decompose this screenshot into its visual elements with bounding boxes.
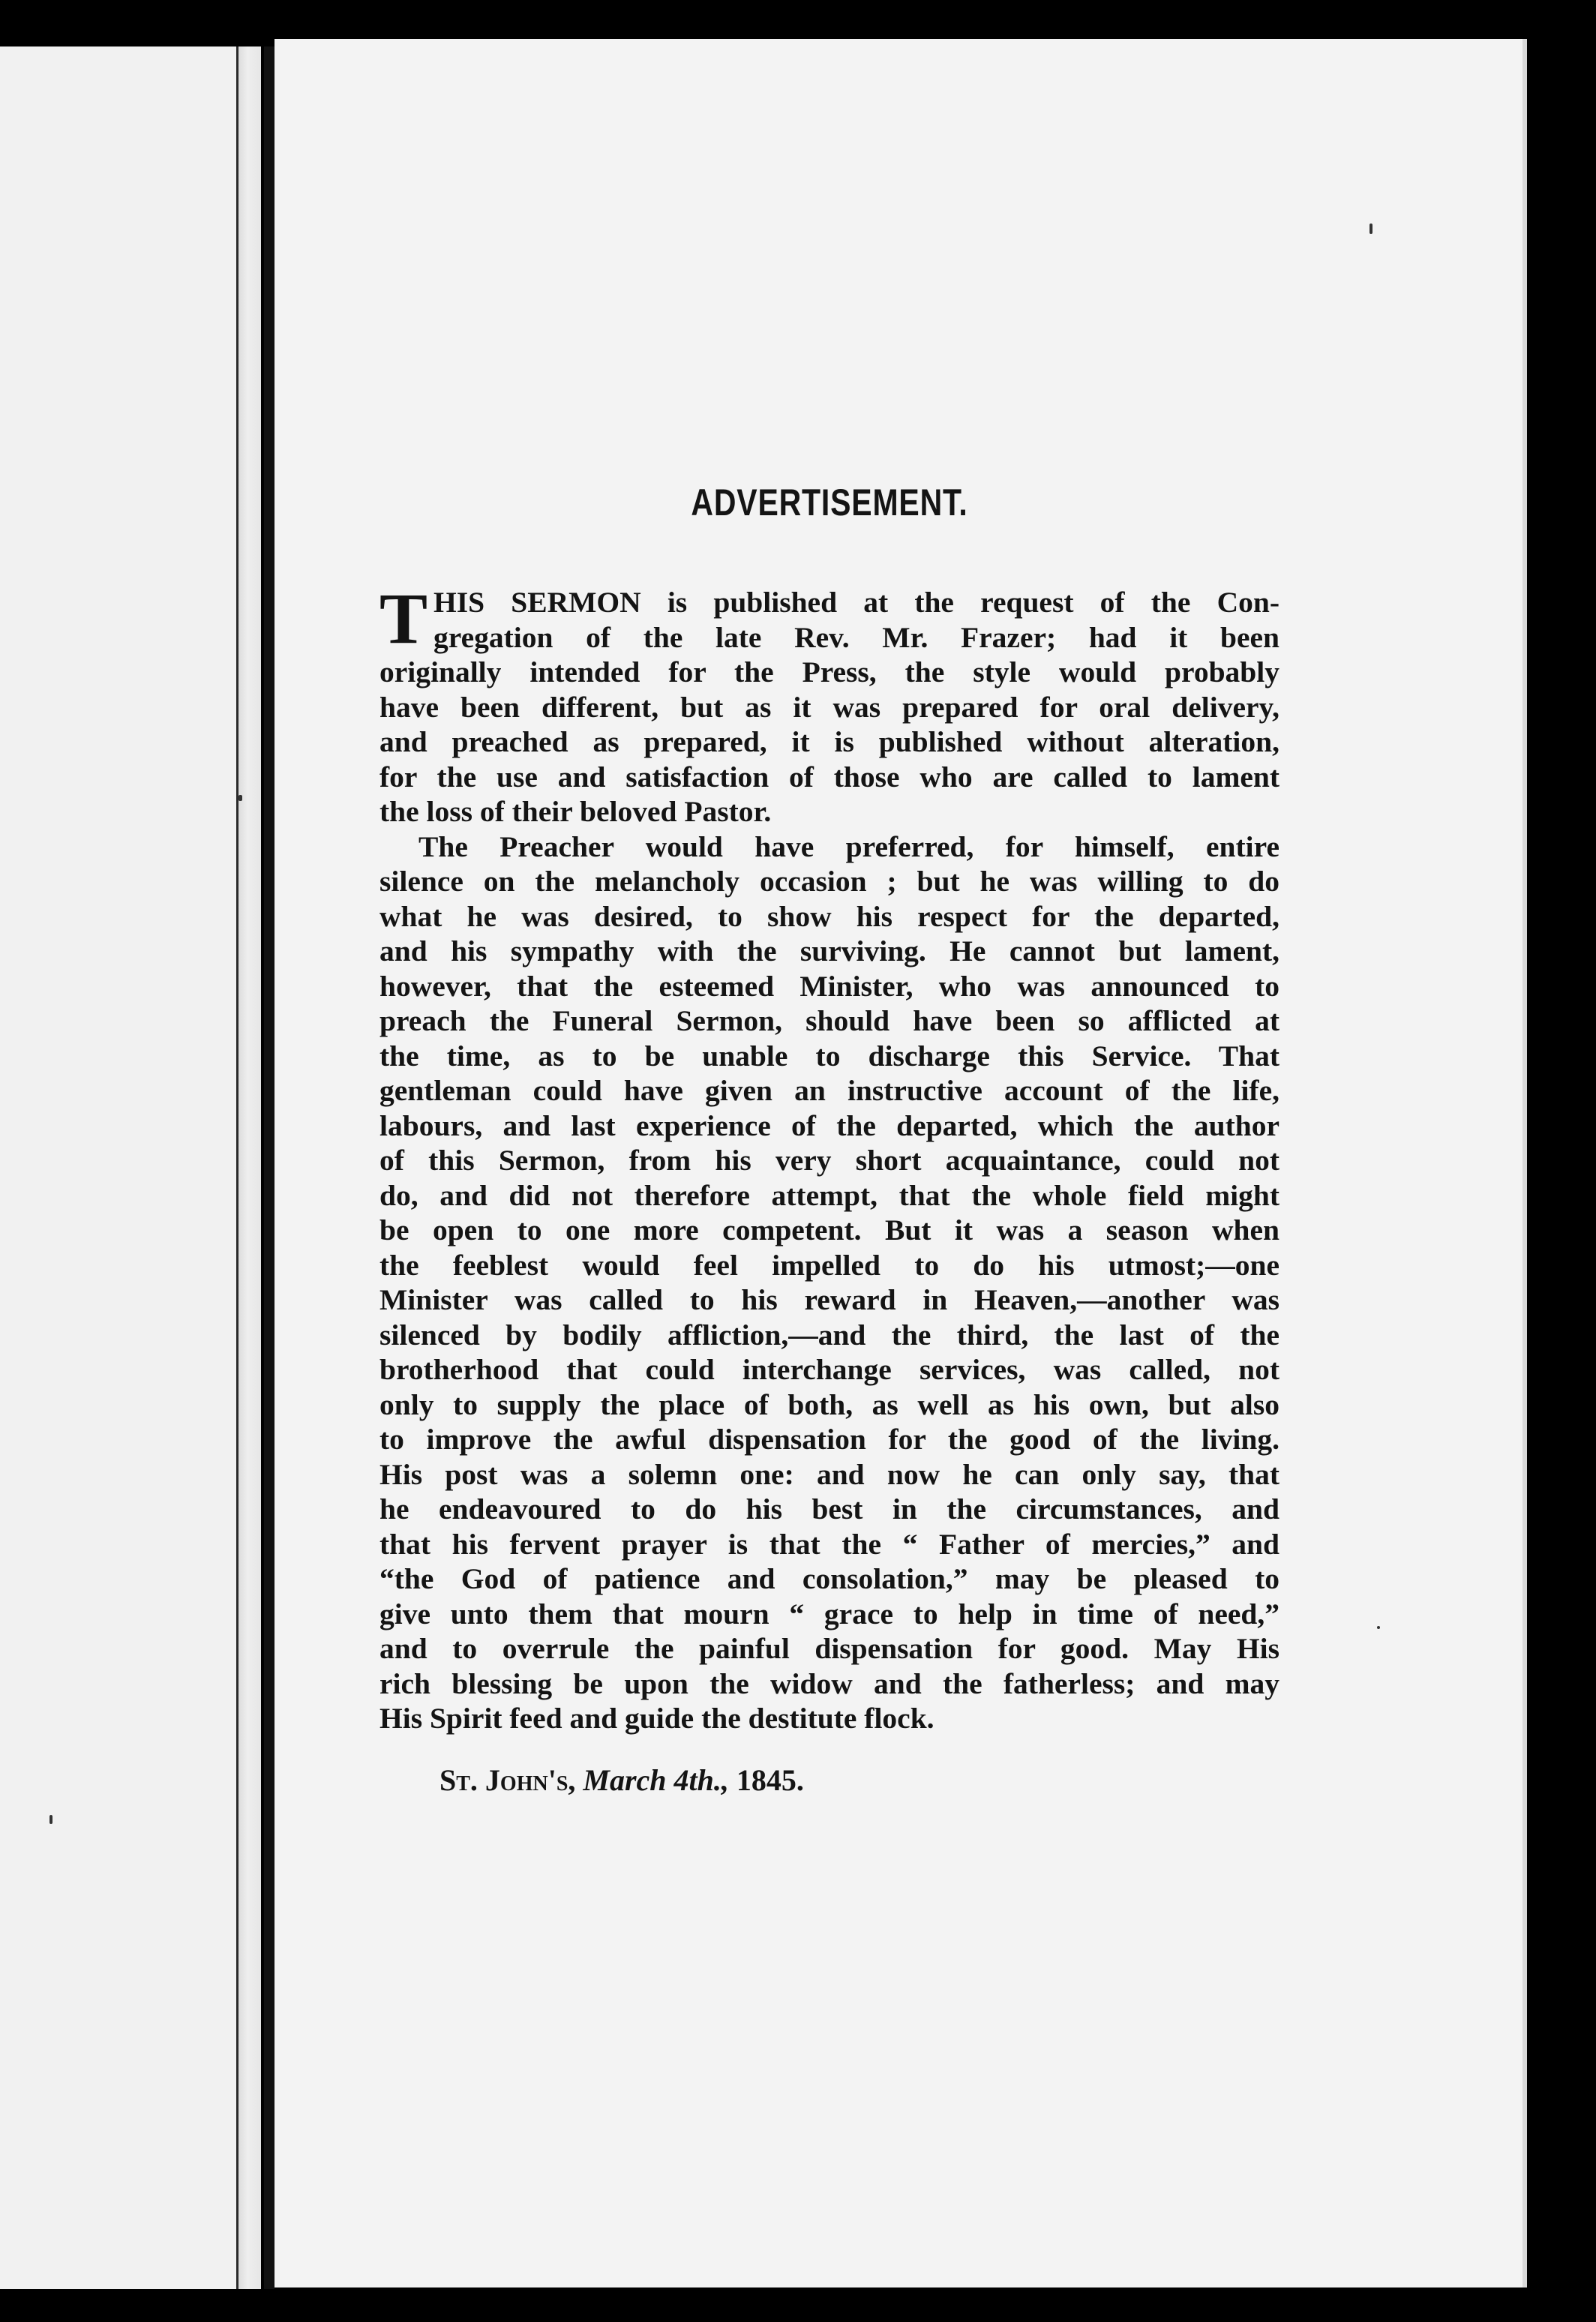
dust-speck	[1370, 224, 1372, 234]
text-line: Minister was called to his reward in Heaven,—another was	[380, 1283, 1280, 1316]
text-line: gentleman could have given an instructive account of the life,	[380, 1074, 1280, 1107]
signature-place: St. John's,	[440, 1762, 576, 1797]
text-line: “the God of patience and consolation,” may be pleased to	[380, 1562, 1280, 1595]
signature-line	[380, 1762, 1280, 1799]
text-line: gregation of the late Rev. Mr. Frazer; had it been	[434, 620, 1280, 654]
paragraph-1	[380, 578, 1280, 830]
text-line: to improve the awful dispensation for the good of the living.	[380, 1423, 1280, 1456]
text-line: brotherhood that could interchange services, was called, not	[380, 1353, 1280, 1386]
dust-speck	[238, 795, 242, 801]
text-line: The Preacher would have preferred, for himself, entire	[418, 830, 1280, 863]
paragraph-2	[380, 830, 1280, 1736]
page-gutter	[238, 46, 261, 2289]
text-line: and his sympathy with the surviving. He cannot but lament,	[380, 934, 1280, 968]
gutter-shadow-line	[264, 46, 274, 2289]
advertisement-text-block	[380, 480, 1280, 1799]
text-line: give unto them that mourn “ grace to help in time of need,”	[380, 1597, 1280, 1630]
text-line: what he was desired, to show his respect for the departed,	[380, 899, 1280, 933]
text-line: of this Sermon, from his very short acquaintance, could not	[380, 1144, 1280, 1177]
text-line: rich blessing be upon the widow and the fatherless; and may	[380, 1666, 1280, 1700]
drop-cap: T	[380, 578, 428, 658]
text-line: for the use and satisfaction of those who are called to lament	[380, 760, 1280, 794]
page-title: ADVERTISEMENT.	[691, 482, 968, 524]
text-line: labours, and last experience of the departed, which the author	[380, 1108, 1280, 1142]
text-line: His post was a solemn one: and now he can only say, that	[380, 1457, 1280, 1491]
text-line: preach the Funeral Sermon, should have been so afflicted at	[380, 1004, 1280, 1037]
text-line: the loss of their beloved Pastor.	[380, 795, 772, 828]
text-line: the feeblest would feel impelled to do his utmost;—one	[380, 1248, 1280, 1282]
text-line: be open to one more competent. But it was a season when	[380, 1214, 1280, 1246]
text-line: only to supply the place of both, as well as his own, but also	[380, 1388, 1280, 1421]
signature-date: March 4th.,	[583, 1762, 729, 1797]
text-line: silence on the melancholy occasion ; but he was willing to do	[380, 865, 1280, 898]
text-line: he endeavoured to do his best in the circumstances, and	[380, 1492, 1280, 1526]
signature-year: 1845.	[736, 1762, 804, 1797]
dust-speck	[1377, 1626, 1380, 1629]
text-line: originally intended for the Press, the style would probably	[380, 656, 1280, 688]
text-line: do, and did not therefore attempt, that the whole field might	[380, 1178, 1280, 1212]
left-blank-page	[0, 46, 238, 2289]
body-text	[380, 578, 1280, 1736]
text-line: silenced by bodily affliction,—and the third, the last of the	[380, 1318, 1280, 1352]
text-line: His Spirit feed and guide the destitute flock.	[380, 1702, 934, 1735]
text-line: have been different, but as it was prepared for oral delivery,	[380, 690, 1280, 724]
text-line: however, that the esteemed Minister, who was announced to	[380, 969, 1280, 1003]
dust-speck	[50, 1815, 52, 1824]
text-line: and to overrule the painful dispensation for good. May His	[380, 1632, 1280, 1665]
scanner-bed-edge	[1527, 39, 1596, 2288]
text-line: that his fervent prayer is that the “ Father of mercies,” and	[380, 1527, 1280, 1561]
text-line: and preached as prepared, it is published without alteration,	[380, 725, 1280, 758]
text-line: the time, as to be unable to discharge this Service. That	[380, 1039, 1280, 1072]
text-line: HIS SERMON is published at the request of the Con-	[434, 586, 1280, 619]
